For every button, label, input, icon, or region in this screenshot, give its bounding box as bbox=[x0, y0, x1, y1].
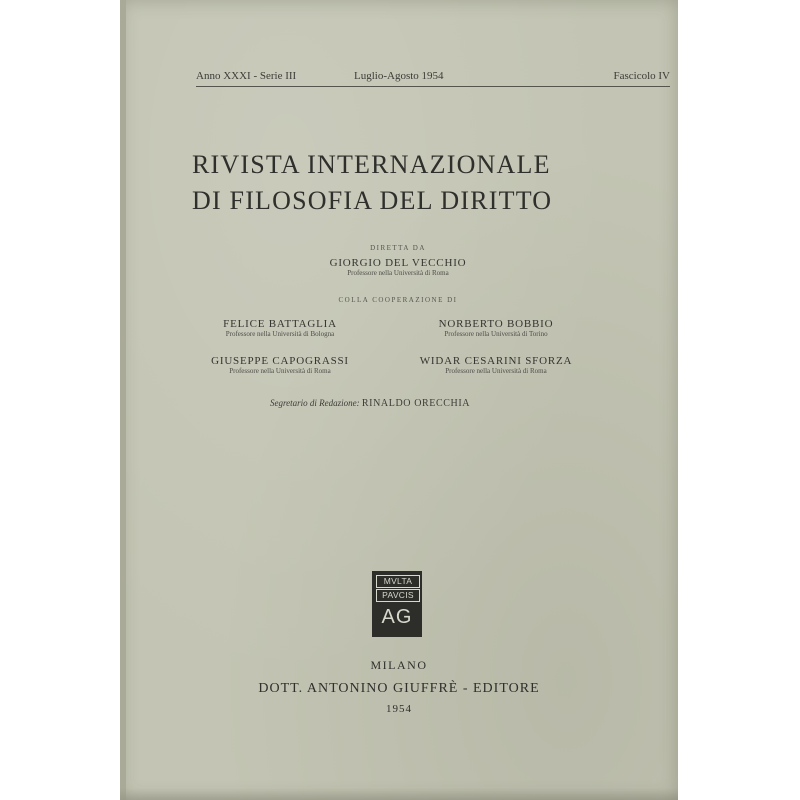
collaborator-name: NORBERTO BOBBIO bbox=[438, 318, 554, 330]
collaborator-name: GIUSEPPE CAPOGRASSI bbox=[211, 355, 349, 367]
collaborator-affiliation: Professore nella Università di Roma bbox=[229, 367, 331, 375]
issue-number: Fascicolo IV bbox=[613, 70, 670, 82]
collaborator-3 bbox=[180, 355, 380, 375]
collaborator-name: FELICE BATTAGLIA bbox=[223, 318, 337, 330]
director-block bbox=[248, 257, 548, 277]
collaborator-2 bbox=[396, 318, 596, 338]
logo-text-multa: MVLTA bbox=[376, 575, 420, 588]
collaborator-1 bbox=[180, 318, 380, 338]
issue-volume: Anno XXXI - Serie III bbox=[196, 70, 297, 82]
journal-title-line-2: DI FILOSOFIA DEL DIRITTO bbox=[192, 186, 553, 215]
collaborator-affiliation: Professore nella Università di Roma bbox=[445, 367, 547, 375]
logo-text-paucis: PAVCIS bbox=[376, 589, 420, 602]
directed-by-label: DIRETTA DA bbox=[370, 244, 426, 252]
editorial-secretary bbox=[270, 398, 470, 409]
logo-text-ag: AG bbox=[381, 606, 413, 628]
collaborator-name: WIDAR CESARINI SFORZA bbox=[419, 355, 573, 367]
publisher-name: DOTT. ANTONINO GIUFFRÈ - EDITORE bbox=[258, 681, 540, 696]
publication-year: 1954 bbox=[386, 703, 412, 715]
director-affiliation: Professore nella Università di Roma bbox=[347, 269, 449, 277]
publisher-logo bbox=[372, 571, 422, 637]
journal-cover bbox=[120, 0, 678, 800]
director-name: GIORGIO DEL VECCHIO bbox=[329, 257, 467, 269]
header-rule bbox=[196, 86, 670, 87]
issue-date: Luglio-Agosto 1954 bbox=[354, 70, 444, 82]
secretary-name: RINALDO ORECCHIA bbox=[361, 398, 471, 409]
collaborator-4 bbox=[396, 355, 596, 375]
secretary-label: Segretario di Redazione: bbox=[270, 398, 360, 408]
publication-city: MILANO bbox=[370, 658, 428, 672]
cover-bottom-edge bbox=[120, 788, 678, 800]
collaborator-affiliation: Professore nella Università di Torino bbox=[444, 330, 548, 338]
collaborator-affiliation: Professore nella Università di Bologna bbox=[225, 330, 335, 338]
collaboration-label: COLLA COOPERAZIONE DI bbox=[338, 296, 458, 304]
journal-title-line-1: RIVISTA INTERNAZIONALE bbox=[192, 150, 551, 179]
